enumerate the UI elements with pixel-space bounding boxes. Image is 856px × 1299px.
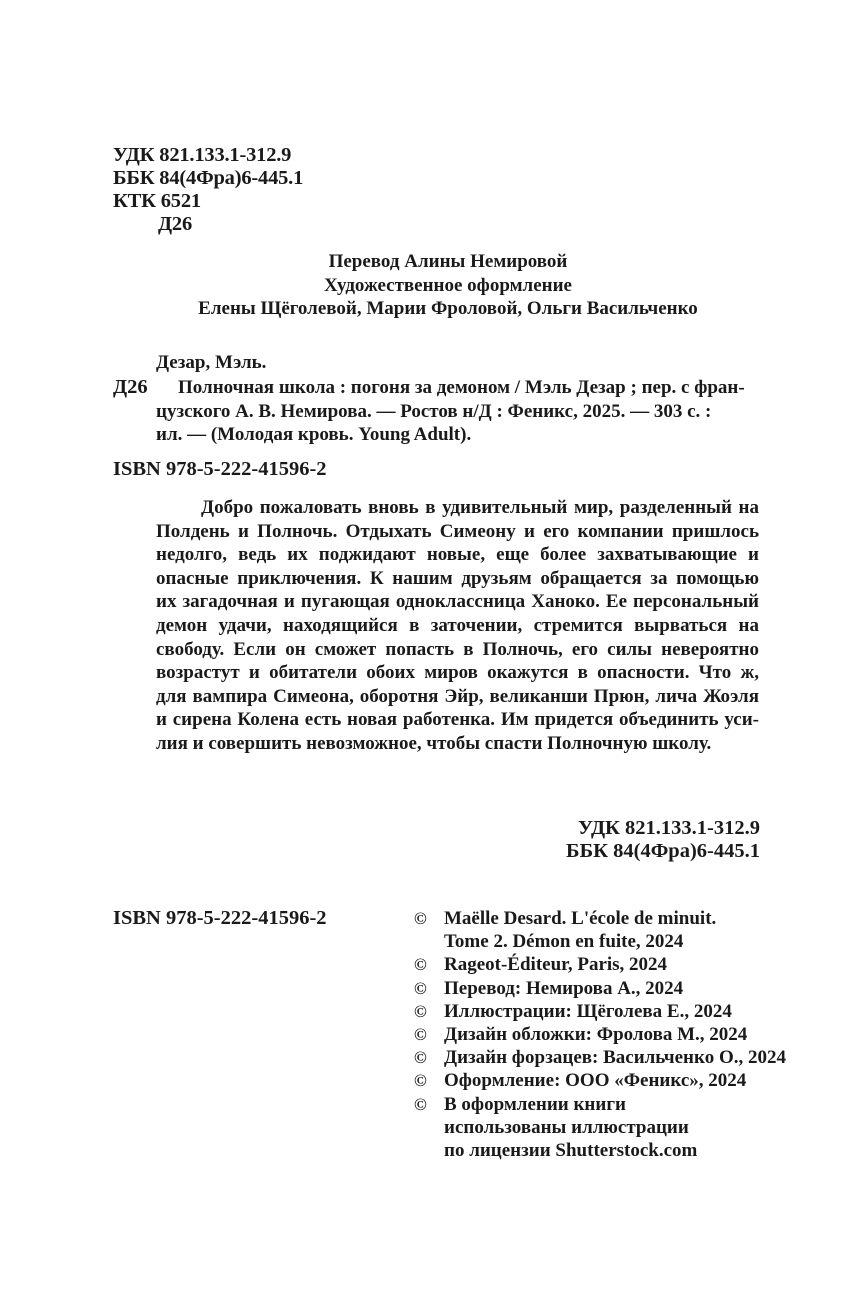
annotation-line: Полдень и Полночь. Отдыхать Симеону и его компании пришлось	[156, 520, 759, 542]
copyright-icon: ©	[414, 1071, 427, 1091]
translation-credits	[0, 250, 856, 321]
annotation-line: возрастут и обитатели обоих миров окажутся в опасности. Что ж,	[156, 662, 759, 684]
copyright-text	[444, 977, 683, 1000]
classification-codes-top	[113, 144, 303, 236]
biblio-line: Полночная школа : погоня за демоном / Мэль Дезар ; пер. с фран-	[178, 377, 745, 398]
udk-code: УДК 821.133.1-312.9	[113, 144, 292, 166]
copyright-icon: ©	[414, 978, 427, 998]
copyright-icon: ©	[414, 955, 427, 975]
copyright-line: Перевод: Немирова А., 2024	[444, 977, 684, 999]
copyright-icon: ©	[414, 1048, 427, 1068]
copyright-text	[444, 1046, 786, 1069]
bbk-code: ББК 84(4Фра)6-445.1	[113, 167, 304, 189]
copyright-icon: ©	[414, 1094, 427, 1114]
copyright-line: Дизайн обложки: Фролова М., 2024	[444, 1024, 748, 1046]
translator-credit: Перевод Алины Немировой	[328, 251, 568, 272]
bibliographic-record	[156, 376, 759, 447]
copyright-text	[444, 953, 667, 976]
copyright-item	[414, 1000, 786, 1023]
biblio-line: ил. — (Молодая кровь. Young Adult).	[156, 424, 472, 445]
copyright-text	[444, 1000, 732, 1023]
copyright-line: Оформление: ООО «Феникс», 2024	[444, 1070, 747, 1092]
copyright-line: использованы иллюстрации	[444, 1116, 689, 1138]
copyright-text	[444, 1093, 697, 1163]
copyright-item	[414, 1046, 786, 1069]
annotation-line: их загадочная и пугающая одноклассница Ханоко. Ее персональный	[156, 591, 759, 613]
udk-code: УДК 821.133.1-312.9	[577, 817, 760, 839]
copyright-text	[444, 907, 716, 953]
copyright-list	[414, 907, 786, 1162]
copyright-text	[444, 1023, 747, 1046]
ktk-code: КТК 6521	[113, 190, 201, 212]
isbn-bottom: ISBN 978-5-222-41596-2	[113, 907, 327, 929]
annotation-line: недолго, ведь их поджидают новые, еще более захватывающие и	[156, 544, 759, 566]
copyright-item	[414, 953, 786, 976]
annotation-line: опасные приключения. К нашим друзьям обращается за помощью	[156, 567, 759, 589]
copyright-item	[414, 1069, 786, 1092]
bbk-code: ББК 84(4Фра)6-445.1	[566, 840, 760, 862]
copyright-line: Maëlle Desard. L'école de minuit.	[444, 908, 717, 929]
annotation-line: демон удачи, находящийся в заточении, стремится вырваться на	[156, 614, 759, 636]
biblio-author: Дезар, Мэль.	[156, 352, 267, 373]
copyright-line: Tome 2. Démon en fuite, 2024	[444, 931, 684, 953]
classification-codes-bottom	[566, 817, 760, 863]
author-mark: Д26	[158, 213, 193, 235]
isbn-top: ISBN 978-5-222-41596-2	[113, 458, 327, 480]
biblio-author-mark: Д26	[113, 376, 148, 398]
annotation-line: и сирена Колена есть новая работенка. Им придется объединить уси-	[156, 709, 759, 731]
annotation-line: для вампира Симеона, оборотня Эйр, великанши Прюн, лича Жоэля	[156, 685, 759, 707]
copyright-icon: ©	[414, 1001, 427, 1021]
copyright-line: В оформлении книги	[444, 1093, 626, 1115]
copyright-icon: ©	[414, 909, 427, 928]
copyright-line: Иллюстрации: Щёголева Е., 2024	[444, 1000, 732, 1022]
copyright-text	[444, 1069, 746, 1092]
copyright-item	[414, 1023, 786, 1046]
biblio-line: цузского А. В. Немирова. — Ростов н/Д : Феникс, 2025. — 303 с. :	[156, 400, 712, 422]
annotation-line: лия и совершить невозможное, чтобы спасти Полночную школу.	[156, 732, 712, 754]
copyright-line: Rageot-Éditeur, Paris, 2024	[444, 954, 668, 976]
artists-credit: Елены Щёголевой, Марии Фроловой, Ольги Васильченко	[198, 298, 698, 319]
copyright-item	[414, 907, 786, 953]
copyright-icon: ©	[414, 1025, 427, 1045]
annotation-line: Добро пожаловать вновь в удивительный мир, разделенный на	[201, 497, 759, 518]
copyright-item	[414, 1093, 786, 1163]
art-design-heading: Художественное оформление	[324, 274, 572, 296]
annotation-line: свободу. Если он сможет попасть в Полночь, его силы невероятно	[156, 638, 759, 660]
copyright-line: Дизайн форзацев: Васильченко О., 2024	[444, 1047, 786, 1069]
annotation-paragraph	[156, 496, 759, 756]
copyright-item	[414, 977, 786, 1000]
copyright-line: по лицензии Shutterstock.com	[444, 1140, 698, 1162]
